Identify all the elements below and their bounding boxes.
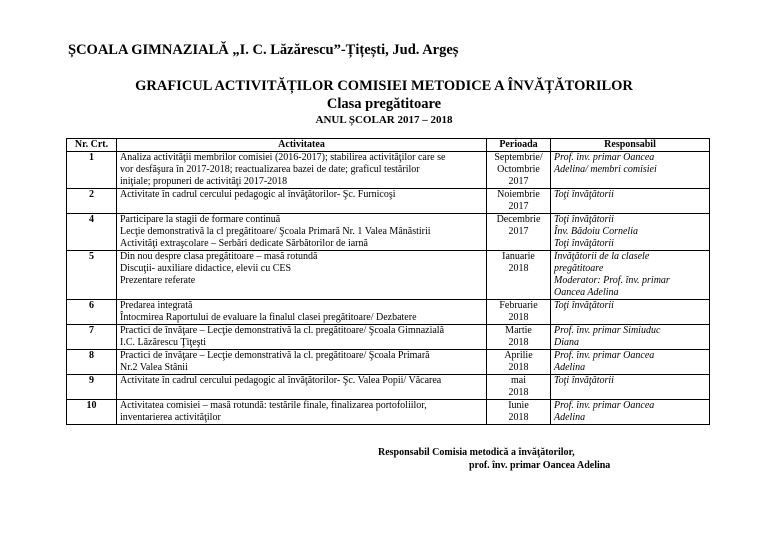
cell-activity-line: Practici de învăţare – Lecţie demonstrativă la cl. pregătitoare/ Şcoala Primară [120,350,430,361]
cell-activity-line: Întocmirea Raportului de evaluare la finalul clasei pregătitoare/ Dezbatere [120,312,417,323]
cell-period-line: 2018 [508,337,529,348]
cell-activity [117,300,487,325]
cell-responsible-line: pregătitoare [554,263,604,274]
cell-responsible-line: Adelina/ membri comisiei [554,164,657,175]
school-name: ȘCOALA GIMNAZIALĂ „I. C. Lăzărescu”-Țițești, Jud. Argeș [68,42,459,58]
cell-responsible-line: Prof. înv. primar Simiuduc [554,325,661,336]
cell-period-line: 2018 [508,263,529,274]
cell-activity [117,350,487,375]
cell-nr: 2 [67,189,117,214]
cell-period-line: Noiembrie [497,189,540,200]
cell-activity-line: iniţiale; propuneri de activităţi 2017-2018 [120,176,288,187]
cell-period [487,251,551,300]
cell-period-line: 2018 [508,387,529,398]
cell-activity-line: Activitatea comisiei – masă rotundă: testările finale, finalizarea portofoliilor, [120,400,427,411]
signature-name: prof. înv. primar Oancea Adelina [469,460,611,471]
document-title: GRAFICUL ACTIVITĂȚILOR COMISIEI METODICE A ÎNVĂȚĂTORILOR [135,78,633,94]
cell-responsible-line: Prof. înv. primar Oancea [554,350,655,361]
cell-activity-line: Lecţie demonstrativă la cl pregătitoare/ Şcoala Primară Nr. 1 Valea Mânăstirii [120,226,431,237]
cell-period [487,375,551,400]
table-header-row [67,139,710,152]
cell-period-line: Aprilie [504,350,533,361]
cell-activity-line: Predarea integrată [120,300,193,311]
cell-responsible-line: Prof. înv. primar Oancea [554,400,655,411]
cell-responsible [551,375,710,400]
cell-period-line: 2018 [508,412,529,423]
cell-nr: 10 [67,400,117,425]
cell-period-line: 2017 [508,176,529,187]
cell-responsible [551,189,710,214]
cell-activity-line: Discuţii- auxiliare didactice, elevii cu CES [120,263,292,274]
cell-responsible [551,325,710,350]
cell-responsible [551,214,710,251]
cell-responsible-line: Moderator: Prof. înv. primar [554,275,670,286]
cell-activity [117,214,487,251]
column-header-activity: Activitatea [117,139,487,152]
cell-activity [117,189,487,214]
cell-activity-line: Activităţi extraşcolare – Serbări dedicate Sărbătorilor de iarnă [120,238,368,249]
table-row [67,350,710,375]
cell-responsible-line: Toţi învăţătorii [554,375,614,386]
cell-period [487,400,551,425]
cell-responsible [551,350,710,375]
cell-activity [117,375,487,400]
cell-nr: 5 [67,251,117,300]
school-year: ANUL ȘCOLAR 2017 – 2018 [315,114,453,126]
cell-responsible-line: Toţi învăţătorii [554,238,614,249]
cell-period [487,214,551,251]
cell-responsible-line: Adelina [554,362,586,373]
table-row [67,189,710,214]
cell-nr: 7 [67,325,117,350]
cell-period-line: Ianuarie [502,251,535,262]
table-row [67,400,710,425]
cell-activity-line: Participare la stagii de formare continuă [120,214,281,225]
cell-period [487,189,551,214]
cell-period-line: 2018 [508,312,529,323]
cell-activity-line: vor desfăşura în 2017-2018; reactualizarea bazei de date; graficul testărilor [120,164,420,175]
cell-period-line: Decembrie [496,214,541,225]
table-row [67,251,710,300]
cell-responsible-line: Toţi învăţătorii [554,189,614,200]
cell-responsible-line: Diana [554,337,579,348]
cell-period-line: mai [511,375,526,386]
cell-activity-line: Activitate în cadrul cercului pedagogic al învăţătorilor- Şc. Furnicoşi [120,189,396,200]
table-body [67,152,710,425]
cell-period [487,350,551,375]
cell-responsible [551,400,710,425]
cell-nr: 8 [67,350,117,375]
cell-period [487,152,551,189]
cell-activity-line: Activitate în cadrul cercului pedagogic al învăţătorilor- Şc. Valea Popii/ Văcarea [120,375,442,386]
cell-activity-line: Analiza activităţii membrilor comisiei (2016-2017); stabilirea activităţilor care se [120,152,446,163]
cell-responsible-line: Oancea Adelina [554,287,619,298]
cell-period-line: Septembrie/ [494,152,543,163]
cell-period-line: 2018 [508,362,529,373]
cell-activity [117,251,487,300]
cell-responsible-line: Toţi învăţătorii [554,214,614,225]
cell-period-line: 2017 [508,226,529,237]
cell-period-line: Octombrie [497,164,540,175]
cell-responsible-line: Înv. Bădoiu Cornelia [554,226,638,237]
cell-period-line: Martie [505,325,532,336]
activities-table [66,138,710,425]
table-row [67,214,710,251]
cell-responsible-line: Toţi învăţătorii [554,300,614,311]
column-header-nr: Nr. Crt. [67,139,117,152]
cell-activity-line: Din nou despre clasa pregătitoare – masă rotundă [120,251,318,262]
document-subtitle: Clasa pregătitoare [326,96,442,112]
cell-activity [117,325,487,350]
column-header-period: Perioada [487,139,551,152]
cell-responsible-line: Prof. înv. primar Oancea [554,152,655,163]
signature-role: Responsabil Comisia metodică a învăţătorilor, [378,447,575,458]
cell-responsible-line: Învăţătorii de la clasele [554,251,650,262]
cell-period [487,325,551,350]
table-row [67,375,710,400]
cell-nr: 6 [67,300,117,325]
table-row [67,325,710,350]
cell-period-line: Februarie [499,300,538,311]
cell-activity-line: Practici de învăţare – Lecţie demonstrativă la cl. pregătitoare/ Şcoala Gimnazială [120,325,445,336]
cell-period-line: 2017 [508,201,529,212]
cell-activity [117,152,487,189]
cell-responsible [551,251,710,300]
cell-activity-line: Nr.2 Valea Stânii [120,362,188,373]
cell-responsible [551,152,710,189]
cell-responsible [551,300,710,325]
table-row [67,152,710,189]
cell-activity-line: I.C. Lăzărescu Ţiţeşti [120,337,207,348]
cell-period-line: Iunie [508,400,529,411]
cell-activity-line: Prezentare referate [120,275,196,286]
cell-activity [117,400,487,425]
column-header-responsible: Responsabil [551,139,710,152]
cell-nr: 9 [67,375,117,400]
cell-nr: 4 [67,214,117,251]
table-row [67,300,710,325]
cell-activity-line: inventarierea activităţilor [120,412,221,423]
cell-nr: 1 [67,152,117,189]
cell-responsible-line: Adelina [554,412,586,423]
cell-period [487,300,551,325]
